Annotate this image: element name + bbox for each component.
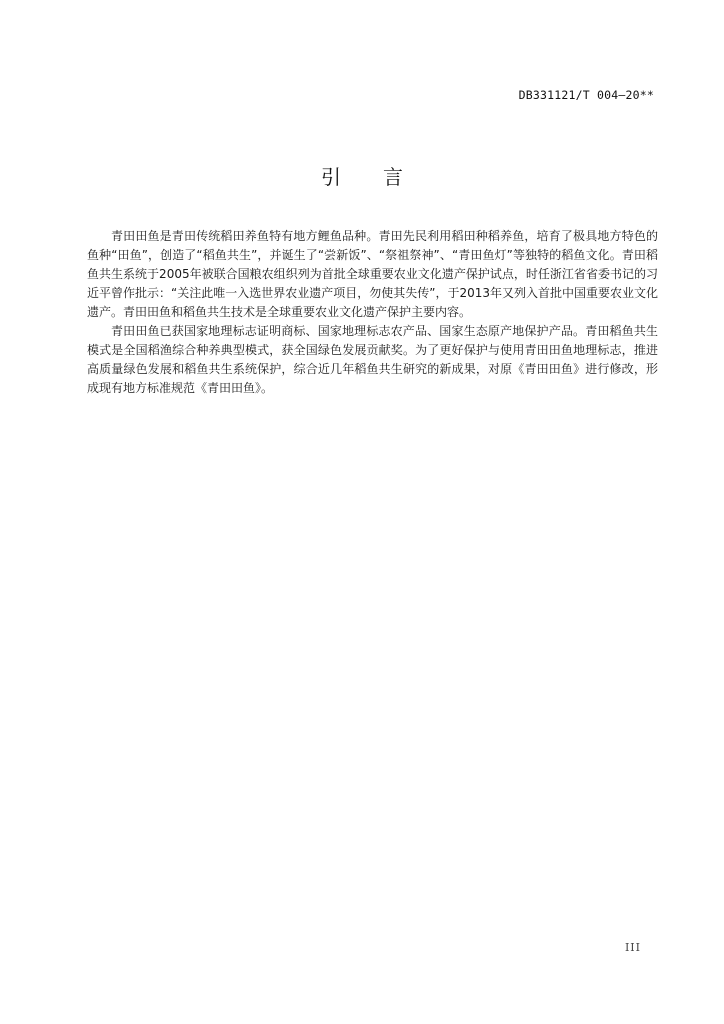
page-number: III (624, 941, 641, 954)
paragraph: 青田田鱼已获国家地理标志证明商标、国家地理标志农产品、国家生态原产地保护产品。青田稻鱼共生模式是全国稻渔综合种养典型模式，获全国绿色发展贡献奖。为了更好保护与使用青田田鱼地理标志，推进高质量绿色发展和稻鱼共生系统保护，综合近几年稻鱼共生研究的新成果，对原《青田田鱼》进行修改，形成现有地方标准规范《青田田鱼》。 (87, 324, 658, 395)
paragraph: 青田田鱼是青田传统稻田养鱼特有地方鲤鱼品种。青田先民利用稻田种稻养鱼，培育了极具地方特色的鱼种“田鱼”，创造了“稻鱼共生”，并诞生了“尝新饭”、“祭祖祭神”、“青田鱼灯”等独特的稻鱼文化。青田稻鱼共生系统于2005年被联合国粮农组织列为首批全球重要农业文化遗产保护试点，时任浙江省省委书记的习近平曾作批示：“关注此唯一入选世界农业遗产项目，勿使其失传”，于2013年又列入首批中国重要农业文化遗产。青田田鱼和稻鱼共生技术是全球重要农业文化遗产保护主要内容。 (87, 229, 658, 319)
section-title: 引言 (321, 165, 445, 189)
document-code: DB331121/T 004—20** (518, 88, 654, 102)
body-text (87, 227, 658, 398)
